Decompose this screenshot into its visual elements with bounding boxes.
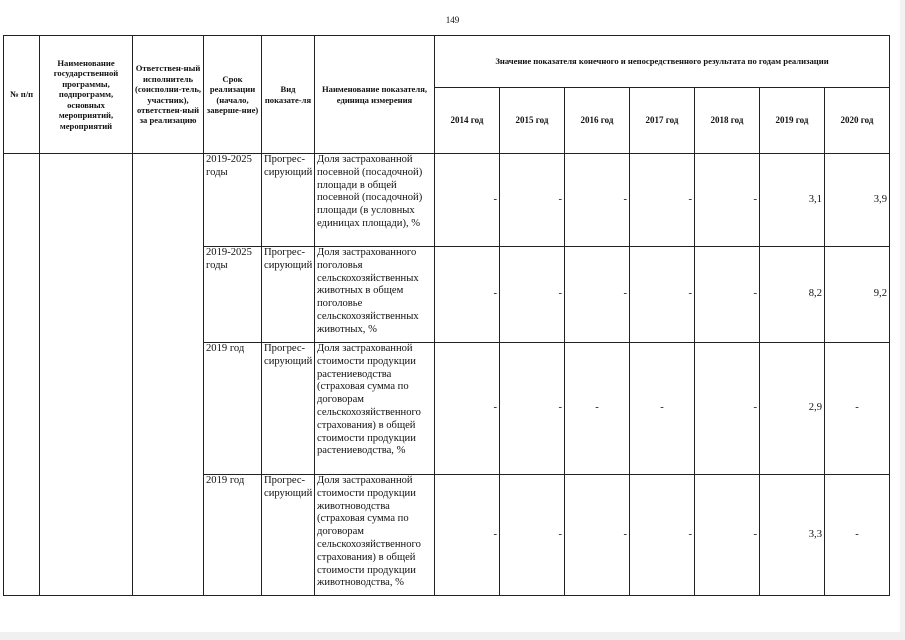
value-cell: 3,3 bbox=[760, 475, 825, 596]
header-year: 2018 год bbox=[695, 88, 760, 154]
header-program: Наименование государственной программы, подпрограмм, основных мероприятий, мероприятий bbox=[40, 36, 133, 154]
header-num: № п/п bbox=[4, 36, 40, 154]
value-cell: - bbox=[630, 154, 695, 247]
term-cell: 2019-2025 годы bbox=[204, 154, 262, 247]
kind-cell: Прогрес-сирующий bbox=[262, 247, 315, 343]
kind-cell: Прогрес-сирующий bbox=[262, 475, 315, 596]
value-cell: - bbox=[565, 154, 630, 247]
value-cell: 2,9 bbox=[760, 343, 825, 475]
indicator-cell: Доля застрахованной посевной (посадочной) площади в общей посевной (посадочной) площади (в условных единицах площади), % bbox=[315, 154, 435, 247]
value-cell: 3,9 bbox=[825, 154, 890, 247]
value-cell: 9,2 bbox=[825, 247, 890, 343]
responsible-cell bbox=[133, 154, 204, 596]
scan-edge-bottom bbox=[0, 632, 905, 640]
value-cell: - bbox=[695, 154, 760, 247]
value-cell: - bbox=[630, 247, 695, 343]
value-cell: 3,1 bbox=[760, 154, 825, 247]
header-year: 2015 год bbox=[500, 88, 565, 154]
value-cell: - bbox=[435, 247, 500, 343]
indicator-cell: Доля застрахованной стоимости продукции животноводства (страховая сумма по договорам сельскохозяйственного страхования) в общей стоимости продукции животноводства, % bbox=[315, 475, 435, 596]
value-cell: - bbox=[825, 475, 890, 596]
header-kind: Вид показате-ля bbox=[262, 36, 315, 154]
value-cell: - bbox=[500, 343, 565, 475]
header-year: 2020 год bbox=[825, 88, 890, 154]
value-cell: - bbox=[500, 247, 565, 343]
value-cell: - bbox=[630, 475, 695, 596]
header-term: Срок реализации (начало, заверше-ние) bbox=[204, 36, 262, 154]
header-year: 2019 год bbox=[760, 88, 825, 154]
value-cell: - bbox=[565, 343, 630, 475]
header-row-top bbox=[4, 36, 890, 88]
kind-cell: Прогрес-сирующий bbox=[262, 343, 315, 475]
header-year: 2014 год bbox=[435, 88, 500, 154]
table-row bbox=[4, 154, 890, 247]
value-cell: - bbox=[565, 247, 630, 343]
header-responsible: Ответствен-ный исполнитель (соисполни-тель, участник), ответствен-ный за реализацию bbox=[133, 36, 204, 154]
page-number: 149 bbox=[445, 15, 460, 25]
value-cell: - bbox=[630, 343, 695, 475]
term-cell: 2019-2025 годы bbox=[204, 247, 262, 343]
value-cell: - bbox=[695, 475, 760, 596]
num-cell bbox=[4, 154, 40, 596]
value-cell: - bbox=[565, 475, 630, 596]
indicator-cell: Доля застрахованной стоимости продукции растениеводства (страховая сумма по договорам сельскохозяйственного страхования) в общей стоимости продукции растениеводства, % bbox=[315, 343, 435, 475]
value-cell: - bbox=[500, 154, 565, 247]
scan-edge-right bbox=[900, 0, 905, 640]
program-cell bbox=[40, 154, 133, 596]
value-cell: - bbox=[500, 475, 565, 596]
term-cell: 2019 год bbox=[204, 475, 262, 596]
header-values-group: Значение показателя конечного и непосредственного результата по годам реализации bbox=[435, 36, 890, 88]
kind-cell: Прогрес-сирующий bbox=[262, 154, 315, 247]
value-cell: - bbox=[825, 343, 890, 475]
header-indicator: Наименование показателя, единица измерения bbox=[315, 36, 435, 154]
header-year: 2017 год bbox=[630, 88, 695, 154]
value-cell: - bbox=[695, 343, 760, 475]
value-cell: - bbox=[435, 343, 500, 475]
indicator-cell: Доля застрахованного поголовья сельскохозяйственных животных в общем поголовье сельскохозяйственных животных, % bbox=[315, 247, 435, 343]
indicators-table bbox=[3, 35, 890, 596]
value-cell: - bbox=[695, 247, 760, 343]
value-cell: 8,2 bbox=[760, 247, 825, 343]
value-cell: - bbox=[435, 154, 500, 247]
term-cell: 2019 год bbox=[204, 343, 262, 475]
header-year: 2016 год bbox=[565, 88, 630, 154]
value-cell: - bbox=[435, 475, 500, 596]
